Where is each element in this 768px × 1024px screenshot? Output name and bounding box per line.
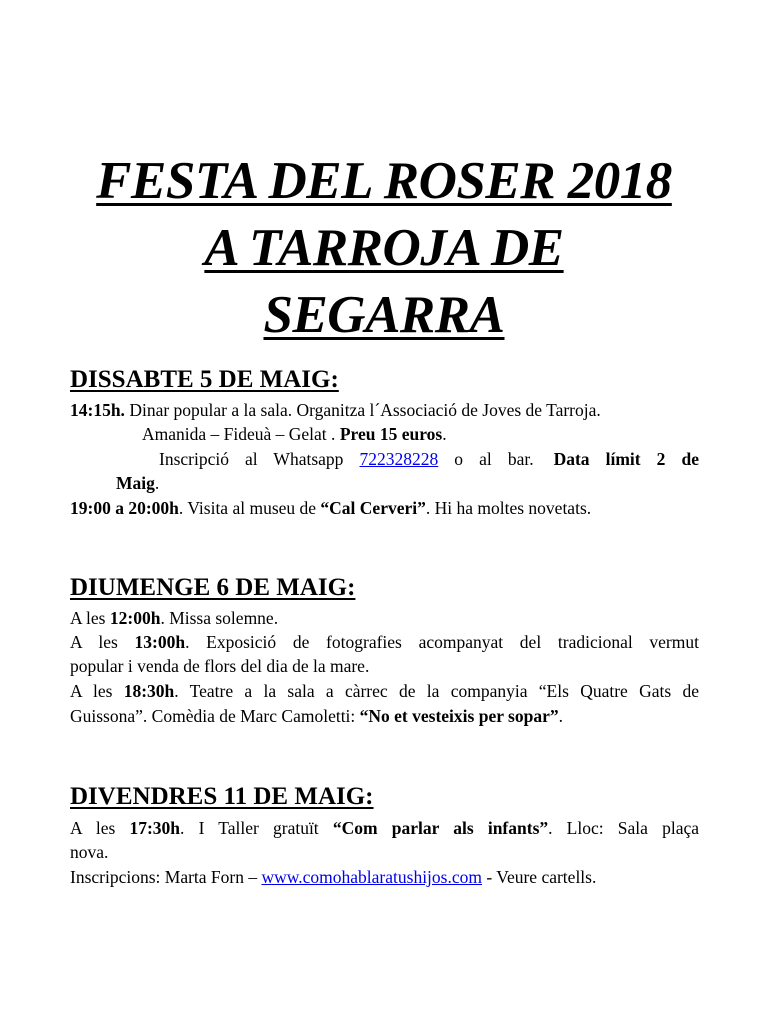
- theatre-pre: A les: [70, 681, 124, 701]
- friday-line-2: nova.: [70, 842, 109, 862]
- section-heading-saturday: DISSABTE 5 DE MAIG:: [70, 366, 339, 393]
- museum-text: . Visita al museu de: [178, 498, 321, 518]
- time-mass: 12:00h: [109, 608, 161, 628]
- deadline-text: Data límit 2 de: [553, 449, 699, 469]
- title-line-2: A TARROJA DE: [204, 219, 564, 277]
- time-workshop: 17:30h: [129, 818, 181, 838]
- sunday-line-5: [70, 705, 699, 727]
- website-link[interactable]: www.comohablaratushijos.com: [261, 867, 482, 887]
- exhibit-text: . Exposició de fotografies acompanyat del tradicional vermut: [185, 632, 699, 652]
- workshop-place: . Lloc: Sala plaça: [548, 818, 699, 838]
- workshop-title: “Com parlar als infants”: [332, 818, 549, 838]
- theatre-text: . Teatre a la sala a càrrec de la companyia “Els Quatre Gats de: [174, 681, 700, 701]
- sunday-line-2: [70, 631, 699, 653]
- page-title: [40, 148, 728, 349]
- comedy-text: Guissona”. Comèdia de Marc Camoletti:: [70, 706, 360, 726]
- saturday-line-1: [70, 399, 699, 421]
- section-heading-friday: DIVENDRES 11 DE MAIG:: [70, 783, 374, 810]
- saturday-line-4: [116, 472, 159, 494]
- bar-text: o al bar.: [438, 449, 534, 469]
- saturday-line-3: [159, 448, 699, 470]
- play-title: “No et vesteixis per sopar”: [359, 706, 559, 726]
- sunday-line-1: [70, 607, 699, 629]
- exhibit-pre: A les: [70, 632, 135, 652]
- lunch-description: Dinar popular a la sala. Organitza l´Associació de Joves de Tarroja.: [124, 400, 601, 420]
- registration-end: - Veure cartells.: [482, 867, 597, 887]
- sunday-line-3: popular i venda de flors del dia de la mare.: [70, 656, 370, 676]
- sunday-line-4: [70, 680, 699, 702]
- mass-text: . Missa solemne.: [160, 608, 279, 628]
- price-text: Preu 15 euros: [339, 424, 443, 444]
- mass-pre: A les: [70, 608, 110, 628]
- saturday-line-5: [70, 497, 699, 519]
- title-line-3: SEGARRA: [263, 286, 505, 344]
- friday-line-1: [70, 817, 699, 839]
- registration-text: Inscripcions: Marta Forn –: [70, 867, 262, 887]
- whatsapp-phone-link[interactable]: 722328228: [359, 449, 439, 469]
- time-museum: 19:00 a 20:00h: [70, 498, 179, 518]
- museum-end: . Hi ha moltes novetats.: [425, 498, 592, 518]
- deadline-text-cont: Maig: [116, 473, 155, 493]
- title-line-1: FESTA DEL ROSER 2018: [96, 152, 672, 210]
- menu-end: .: [442, 424, 447, 444]
- time-lunch: 14:15h.: [70, 400, 125, 420]
- menu-text: Amanida – Fideuà – Gelat .: [142, 424, 340, 444]
- workshop-text: . I Taller gratuït: [180, 818, 333, 838]
- friday-line-3: [70, 866, 699, 888]
- comedy-end: .: [558, 706, 563, 726]
- time-exhibit: 13:00h: [134, 632, 186, 652]
- museum-name: “Cal Cerveri”: [320, 498, 426, 518]
- whatsapp-text: Inscripció al Whatsapp: [159, 449, 360, 469]
- deadline-end: .: [154, 473, 160, 493]
- workshop-pre: A les: [70, 818, 130, 838]
- section-heading-sunday: DIUMENGE 6 DE MAIG:: [70, 574, 356, 601]
- saturday-line-2: [142, 423, 447, 445]
- time-theatre: 18:30h: [123, 681, 175, 701]
